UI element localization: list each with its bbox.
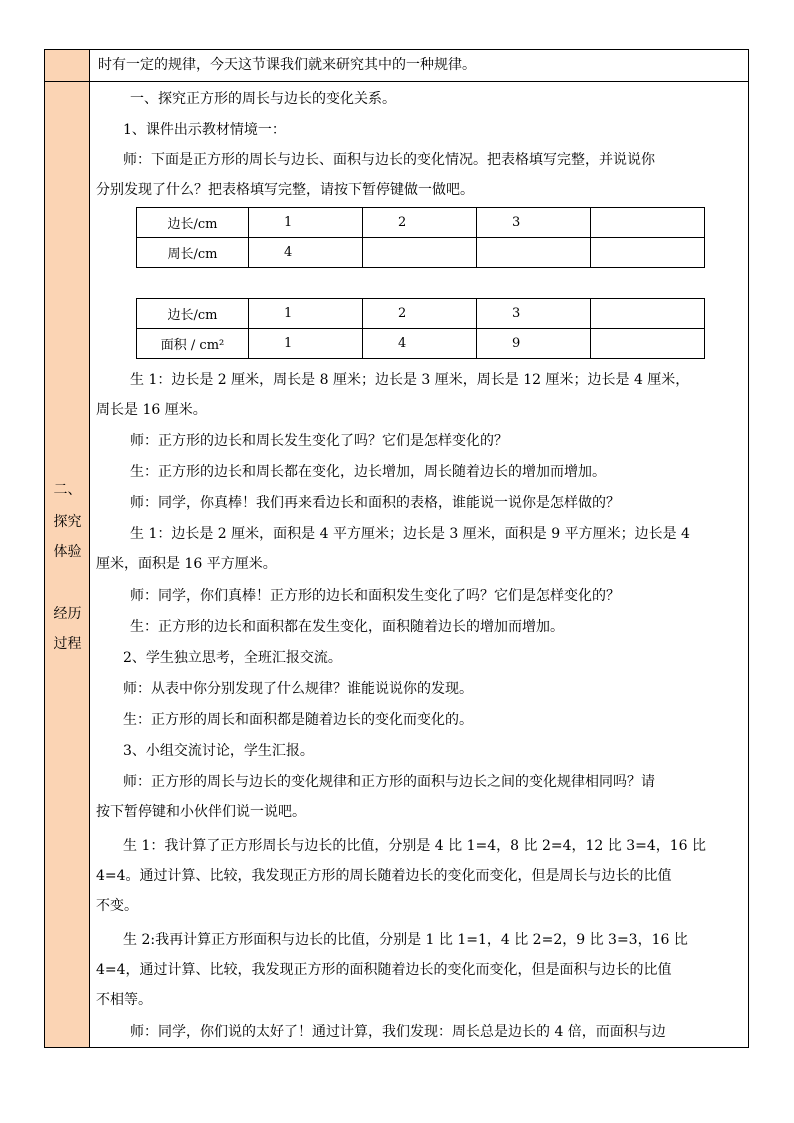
table-cell: 2 [363,299,477,329]
table-cell: 2 [363,208,477,238]
table-cell: 4 [363,329,477,359]
section-label-line: 探究 [53,514,82,530]
section-label-line: 二、 [53,482,82,498]
section-column [45,50,90,1047]
text-line: 按下暂停键和小伙伴们说一说吧。 [96,804,306,820]
text-line: 生：正方形的周长和面积都是随着边长的变化而变化的。 [123,712,473,728]
text-line: 生 1：边长是 2 厘米，周长是 8 厘米；边长是 3 厘米，周长是 12 厘米；边长是 4 厘米， [130,372,690,388]
text-line: 生 1：边长是 2 厘米，面积是 4 平方厘米；边长是 3 厘米，面积是 9 平方厘米；边长是 4 [130,526,690,542]
lesson-content [91,50,748,1047]
area-table [136,298,705,359]
table-cell [591,299,705,329]
text-line: 分别发现了什么？把表格填写完整，请按下暂停键做一做吧。 [96,182,474,198]
text-line: 生：正方形的边长和面积都在发生变化，面积随着边长的增加而增加。 [130,619,564,635]
text-line: 师：正方形的周长与边长的变化规律和正方形的面积与边长之间的变化规律相同吗？请 [123,774,655,790]
table-cell [591,329,705,359]
section-label-line: 过程 [53,636,82,652]
table-cell [591,208,705,238]
table-row [137,329,705,359]
text-line: 3、小组交流讨论，学生汇报。 [123,743,314,759]
table-cell: 3 [477,208,591,238]
table-cell: 1 [249,299,363,329]
text-line: 师：同学，你真棒！我们再来看边长和面积的表格，谁能说一说你是怎样做的？ [130,495,620,511]
table-cell [591,238,705,268]
text-line: 不相等。 [96,992,152,1008]
table-cell: 3 [477,299,591,329]
perimeter-table [136,207,705,268]
table-row [137,299,705,329]
heading-line: 一、探究正方形的周长与边长的变化关系。 [130,91,396,107]
lesson-table [44,49,749,1048]
text-line: 师：正方形的边长和周长发生变化了吗？它们是怎样变化的？ [130,433,508,449]
table-cell [477,238,591,268]
table-cell [363,238,477,268]
table-row [137,208,705,238]
text-line: 不变。 [96,898,138,914]
text-line: 师：下面是正方形的周长与边长、面积与边长的变化情况。把表格填写完整，并说说你 [123,152,655,168]
section-label-line: 经历 [53,606,82,622]
table-header-cell: 面积 / cm² [137,329,249,359]
text-line: 生 1：我计算了正方形周长与边长的比值，分别是 4 比 1=4，8 比 2=4，12 比 3=4，16 比 [123,838,707,854]
text-line: 4=4，通过计算、比较，我发现正方形的面积随着边长的变化而变化，但是面积与边长的比值 [96,962,672,978]
text-line: 4=4。通过计算、比较，我发现正方形的周长随着边长的变化而变化，但是周长与边长的比值 [96,868,672,884]
text-line: 生：正方形的边长和周长都在变化，边长增加，周长随着边长的增加而增加。 [130,464,606,480]
table-cell: 9 [477,329,591,359]
text-line: 师：从表中你分别发现了什么规律？谁能说说你的发现。 [123,681,473,697]
table-row [137,238,705,268]
table-header-cell: 边长/cm [137,299,249,329]
top-row-text: 时有一定的规律，今天这节课我们就来研究其中的一种规律。 [98,57,476,73]
text-line: 1、课件出示教材情境一： [123,122,286,138]
table-header-cell: 边长/cm [137,208,249,238]
section-label-line: 体验 [53,544,82,560]
text-line: 师：同学，你们说的太好了！通过计算，我们发现：周长总是边长的 4 倍，而面积与边 [130,1024,666,1040]
text-line: 厘米，面积是 16 平方厘米。 [96,556,277,572]
text-line: 师：同学，你们真棒！正方形的边长和面积发生变化了吗？它们是怎样变化的？ [130,588,620,604]
text-line: 生 2:我再计算正方形面积与边长的比值，分别是 1 比 1=1，4 比 2=2，9 比 3=3，16 比 [123,932,688,948]
text-line: 周长是 16 厘米。 [96,402,207,418]
table-cell: 4 [249,238,363,268]
text-line: 2、学生独立思考，全班汇报交流。 [123,650,342,666]
table-header-cell: 周长/cm [137,238,249,268]
table-cell: 1 [249,208,363,238]
table-cell: 1 [249,329,363,359]
